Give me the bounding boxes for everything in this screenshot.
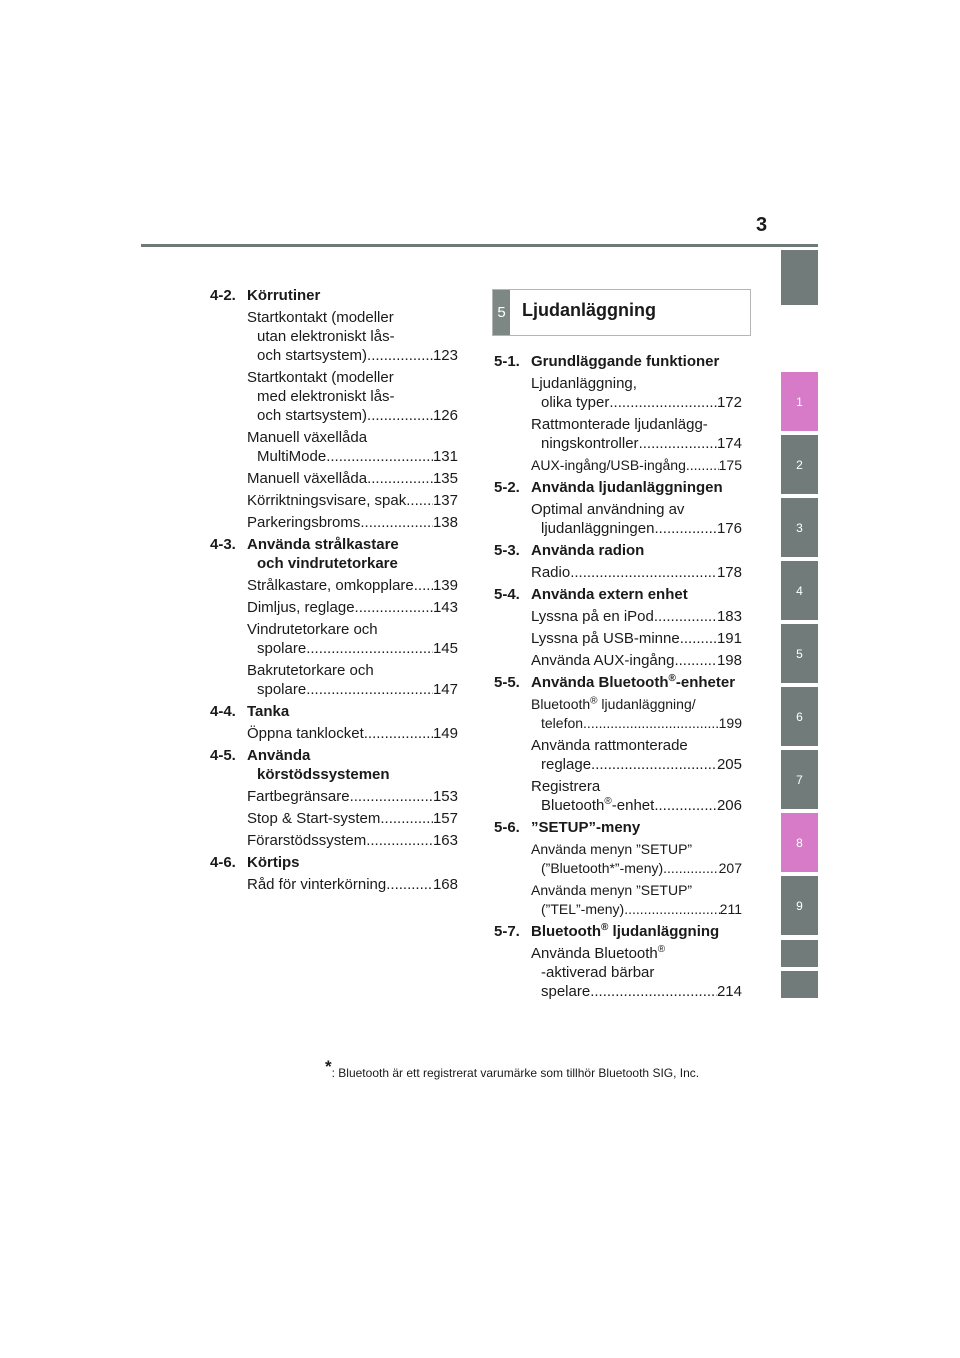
section-number: 5-7.: [494, 923, 520, 940]
dot-leader: [639, 434, 717, 453]
entry-text: Vindrutetorkare och: [247, 621, 378, 638]
section-number: 4-4.: [210, 703, 236, 720]
section-title: Körtips: [247, 854, 300, 871]
section-heading[interactable]: [494, 541, 742, 560]
section-heading[interactable]: [210, 853, 458, 872]
entry-text: Parkeringsbroms: [247, 514, 361, 531]
page-ref: 174: [716, 435, 742, 452]
dot-leader: [624, 900, 719, 919]
page-ref: 149: [432, 725, 458, 742]
toc-entry[interactable]: [247, 661, 458, 699]
section-number: 5-5.: [494, 674, 520, 691]
toc-section: [210, 286, 458, 532]
dot-leader: [654, 607, 717, 626]
dot-leader: [306, 680, 433, 699]
page-ref: 153: [432, 788, 458, 805]
entry-text: Använda menyn ”SETUP”: [531, 841, 693, 857]
page-ref: 168: [432, 876, 458, 893]
entry-text: reglage: [541, 756, 592, 773]
toc-entry[interactable]: [247, 428, 458, 466]
chapter-tab-blank[interactable]: [781, 940, 818, 967]
dot-leader: [570, 563, 717, 582]
section-title: Använda Bluetooth®-enheter: [531, 673, 736, 691]
toc-entry[interactable]: [247, 809, 458, 828]
toc-entry[interactable]: [531, 651, 742, 670]
toc-entry[interactable]: [247, 469, 458, 488]
dot-leader: [583, 714, 719, 733]
section-title: Använda ljudanläggningen: [531, 479, 723, 496]
chapter-tab-7[interactable]: 7: [781, 750, 818, 809]
toc-section: [494, 673, 742, 815]
toc-entry[interactable]: [247, 368, 458, 425]
chapter-tab-8[interactable]: 8: [781, 813, 818, 872]
chapter-header: [492, 289, 751, 336]
entry-text: Använda AUX-ingång: [531, 652, 675, 669]
entry-text: Bakrutetorkare och: [247, 662, 374, 679]
section-heading[interactable]: [494, 478, 742, 497]
dot-leader: [380, 809, 433, 828]
page-ref: 205: [716, 756, 742, 773]
entry-text: Använda menyn ”SETUP”: [531, 882, 693, 898]
entry-text: Fartbegränsare: [247, 788, 350, 805]
dot-leader: [364, 724, 433, 743]
toc-entry[interactable]: [247, 491, 458, 510]
section-number: 4-2.: [210, 287, 236, 304]
dot-leader: [686, 456, 719, 475]
section-number: 4-3.: [210, 536, 236, 553]
page-ref: 191: [716, 630, 742, 647]
page-ref: 207: [718, 860, 742, 876]
entry-text: Lyssna på en iPod: [531, 608, 654, 625]
toc-entry[interactable]: [247, 598, 458, 617]
entry-text: Stop & Start-system: [247, 810, 381, 827]
page-ref: 139: [432, 577, 458, 594]
toc-left-column: [210, 286, 458, 897]
dot-leader: [674, 651, 717, 670]
page-ref: 199: [718, 715, 742, 731]
toc-entry[interactable]: [531, 374, 742, 412]
toc-section: [210, 853, 458, 894]
dot-leader: [367, 469, 433, 488]
section-title: Använda radion: [531, 542, 645, 559]
toc-entry[interactable]: [247, 513, 458, 532]
entry-text: Använda Bluetooth®: [531, 944, 666, 962]
toc-entry[interactable]: [531, 456, 742, 475]
entry-text: ningskontroller: [541, 435, 639, 452]
page-ref: 175: [718, 457, 742, 473]
toc-entry[interactable]: [531, 944, 742, 1001]
dot-leader: [591, 755, 717, 774]
section-heading[interactable]: [494, 818, 742, 837]
entry-text: Manuell växellåda: [247, 470, 368, 487]
section-number: 5-1.: [494, 353, 520, 370]
section-heading[interactable]: [494, 352, 742, 371]
section-title: Tanka: [247, 703, 290, 720]
entry-text: med elektroniskt lås-: [257, 388, 395, 405]
entry-text: (”Bluetooth*”-meny): [541, 860, 664, 876]
entry-text: Råd för vinterkörning: [247, 876, 387, 893]
entry-text: Startkontakt (modeller: [247, 369, 394, 386]
section-number: 5-4.: [494, 586, 520, 603]
page-ref: 178: [716, 564, 742, 581]
entry-text: Radio: [531, 564, 571, 581]
entry-text: AUX-ingång/USB-ingång: [531, 457, 686, 473]
page-ref: 198: [716, 652, 742, 669]
section-heading[interactable]: [210, 286, 458, 305]
dot-leader: [360, 513, 433, 532]
chapter-number: 5: [493, 290, 510, 335]
toc-entry[interactable]: [531, 695, 742, 733]
page-ref: 211: [719, 901, 742, 917]
toc-entry[interactable]: [247, 724, 458, 743]
toc-section: [494, 922, 742, 1001]
page-ref: 183: [716, 608, 742, 625]
section-heading[interactable]: [210, 535, 458, 573]
entry-text: Använda rattmonterade: [531, 737, 688, 754]
section-heading[interactable]: [494, 673, 742, 692]
entry-text: Registrera: [531, 778, 601, 795]
chapter-tab-1[interactable]: 1: [781, 372, 818, 431]
toc-entry[interactable]: [531, 415, 742, 453]
dot-leader: [367, 346, 433, 365]
entry-text: Ljudanläggning,: [531, 375, 637, 392]
chapter-title: Ljudanläggning: [522, 300, 656, 320]
section-number: 4-5.: [210, 747, 236, 764]
section-heading[interactable]: [494, 585, 742, 604]
entry-text: och startsystem): [257, 347, 368, 364]
section-title: Körrutiner: [247, 287, 321, 304]
section-number: 5-3.: [494, 542, 520, 559]
section-heading[interactable]: [494, 922, 742, 941]
section-number: 5-2.: [494, 479, 520, 496]
toc-entry[interactable]: [531, 500, 742, 538]
dot-leader: [406, 491, 433, 510]
dot-leader: [654, 796, 717, 815]
section-title: Använda strålkastare och vindrutetorkare: [247, 536, 399, 572]
entry-text: Strålkastare, omkopplare: [247, 577, 414, 594]
dot-leader: [386, 875, 433, 894]
entry-text: -aktiverad bärbar: [541, 964, 655, 981]
entry-text: Lyssna på USB-minne: [531, 630, 680, 647]
entry-text: Bluetooth®-enhet: [541, 796, 655, 814]
dot-leader: [326, 447, 433, 466]
toc-section: [494, 541, 742, 582]
toc-entry[interactable]: [247, 308, 458, 365]
footnote-text: : Bluetooth är ett registrerat varumärke som tillhör Bluetooth SIG, Inc.: [331, 1066, 700, 1080]
entry-text: utan elektroniskt lås-: [257, 328, 395, 345]
toc-section: [210, 535, 458, 699]
header-rule: [141, 244, 818, 247]
toc-section: [494, 818, 742, 919]
page-ref: 214: [716, 983, 742, 1000]
page-ref: 138: [432, 514, 458, 531]
section-title: Grundläggande funktioner: [531, 353, 720, 370]
dot-leader: [306, 639, 433, 658]
toc-entry[interactable]: [247, 875, 458, 894]
page-ref: 135: [432, 470, 458, 487]
toc-entry[interactable]: [247, 831, 458, 850]
toc-entry[interactable]: [531, 881, 742, 919]
entry-text: Öppna tanklocket: [247, 725, 364, 742]
toc-entry[interactable]: [531, 736, 742, 774]
toc-section: [494, 352, 742, 475]
dot-leader: [663, 859, 718, 878]
dot-leader: [367, 406, 433, 425]
entry-text: Startkontakt (modeller: [247, 309, 394, 326]
page-ref: 145: [432, 640, 458, 657]
toc-section: [210, 702, 458, 743]
dot-leader: [350, 787, 433, 806]
entry-text: Rattmonterade ljudanlägg-: [531, 416, 708, 433]
page-ref: 176: [716, 520, 742, 537]
entry-text: spolare: [257, 640, 307, 657]
page-ref: 126: [432, 407, 458, 424]
entry-text: spelare: [541, 983, 591, 1000]
page-ref: 206: [716, 797, 742, 814]
section-title: Använda extern enhet: [531, 586, 688, 603]
toc-entry[interactable]: [531, 563, 742, 582]
dot-leader: [414, 576, 433, 595]
entry-text: (”TEL”-meny): [541, 901, 625, 917]
entry-text: Manuell växellåda: [247, 429, 368, 446]
dot-leader: [654, 519, 717, 538]
entry-text: Körriktningsvisare, spak: [247, 492, 407, 509]
dot-leader: [355, 598, 433, 617]
toc-section: [210, 746, 458, 850]
page-ref: 123: [432, 347, 458, 364]
toc-entry[interactable]: [531, 607, 742, 626]
chapter-tab-9[interactable]: 9: [781, 876, 818, 935]
chapter-tab-4[interactable]: 4: [781, 561, 818, 620]
chapter-tab-6[interactable]: 6: [781, 687, 818, 746]
chapter-tab-3[interactable]: 3: [781, 498, 818, 557]
chapter-tab-blank[interactable]: [781, 250, 818, 305]
page-ref: 163: [432, 832, 458, 849]
entry-text: MultiMode: [257, 448, 327, 465]
dot-leader: [590, 982, 717, 1001]
entry-text: spolare: [257, 681, 307, 698]
toc-section: [494, 585, 742, 670]
toc-entry[interactable]: [247, 576, 458, 595]
section-title: Bluetooth® ljudanläggning: [531, 922, 720, 940]
section-title: Använda körstödssystemen: [247, 747, 390, 783]
page-ref: 147: [432, 681, 458, 698]
toc-entry[interactable]: [531, 777, 742, 815]
toc-section: [494, 478, 742, 538]
page-ref: 143: [432, 599, 458, 616]
toc-entry[interactable]: [531, 629, 742, 648]
chapter-tab-blank[interactable]: [781, 971, 818, 998]
entry-text: och startsystem): [257, 407, 368, 424]
footnote: [325, 1057, 700, 1082]
entry-text: ljudanläggningen: [541, 520, 655, 537]
entry-text: Förarstödssystem: [247, 832, 367, 849]
entry-text: Optimal användning av: [531, 501, 685, 518]
section-heading[interactable]: [210, 702, 458, 721]
section-number: 4-6.: [210, 854, 236, 871]
entry-text: Bluetooth® ljudanläggning/: [531, 695, 696, 712]
dot-leader: [680, 629, 717, 648]
page-ref: 157: [432, 810, 458, 827]
entry-text: Dimljus, reglage: [247, 599, 355, 616]
entry-text: telefon: [541, 715, 584, 731]
toc-right-column: [494, 352, 742, 1004]
page-ref: 137: [432, 492, 458, 509]
section-heading[interactable]: [210, 746, 458, 784]
toc-entry[interactable]: [247, 787, 458, 806]
chapter-tab-5[interactable]: 5: [781, 624, 818, 683]
page-number: 3: [756, 214, 768, 236]
chapter-tab-2[interactable]: 2: [781, 435, 818, 494]
toc-entry[interactable]: [531, 840, 742, 878]
dot-leader: [609, 393, 717, 412]
toc-entry[interactable]: [247, 620, 458, 658]
entry-text: olika typer: [541, 394, 610, 411]
section-number: 5-6.: [494, 819, 520, 836]
page-ref: 131: [432, 448, 458, 465]
section-title: ”SETUP”-meny: [531, 819, 641, 836]
page-ref: 172: [716, 394, 742, 411]
dot-leader: [366, 831, 433, 850]
footnote-marker: *: [325, 1057, 332, 1076]
